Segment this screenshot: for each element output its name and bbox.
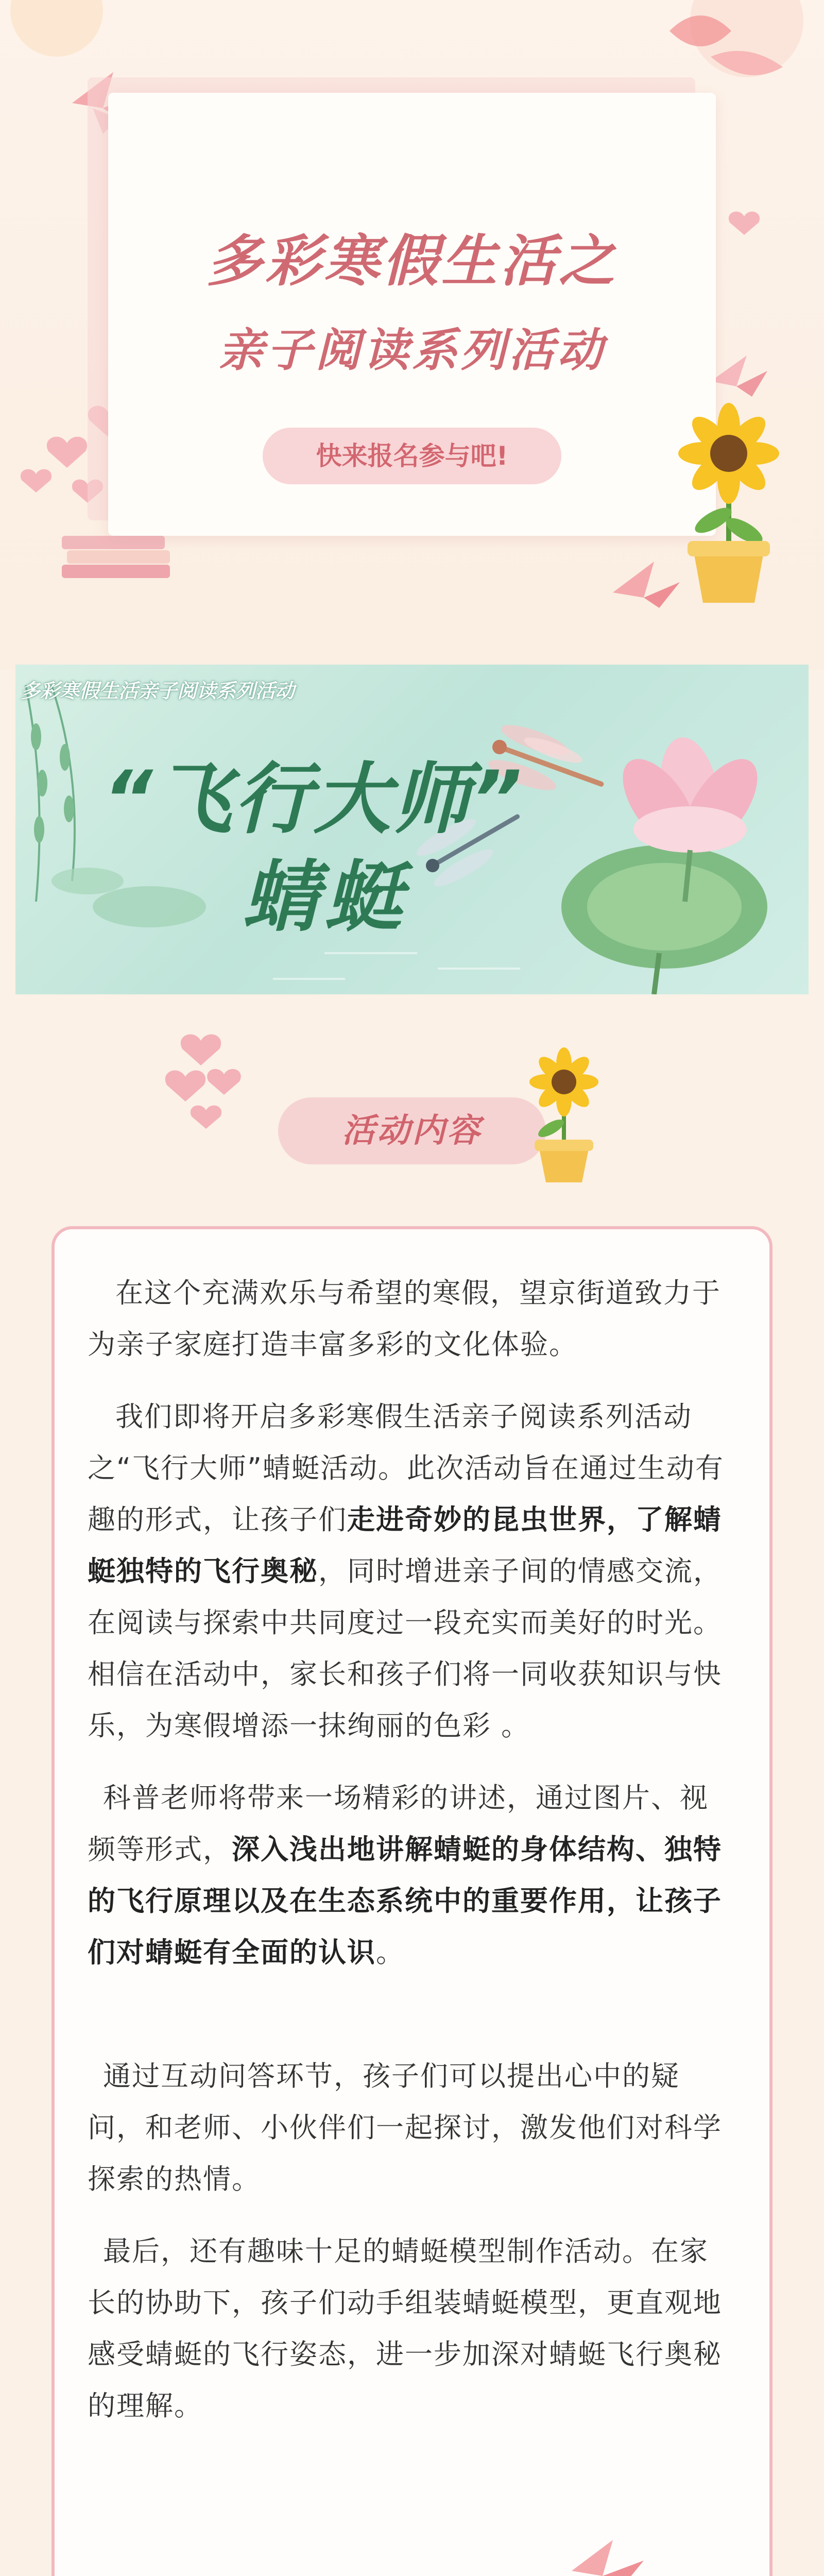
content-paragraph-2 (88, 1391, 736, 1752)
content-paragraph-1: 在这个充满欢乐与希望的寒假，望京街道致力于为亲子家庭打造丰富多彩的文化体验。 (88, 1277, 721, 1361)
banner-title: “飞行大师” (103, 755, 524, 844)
content-paragraph-5: 最后，还有趣味十足的蜻蜓模型制作活动。在家长的协助下，孩子们动手组装蜻蜓模型，更直观地感受蜻蜓的飞行姿态，进一步加深对蜻蜓飞行奥秘的理解。 (88, 2235, 722, 2422)
hearts-cluster-icon (165, 1025, 247, 1139)
banner-caption: 多彩寒假生活亲子阅读系列活动 (21, 680, 295, 702)
hero-title-line1: 多彩寒假生活之 (206, 229, 617, 294)
banner-subtitle: 蜻蜓 (242, 853, 407, 942)
content-paragraph-3-part-a: 科普老师将带来一场精彩的讲述，通过图片、视频等形式， (88, 1782, 709, 1866)
content-paragraph-3 (88, 1772, 736, 1978)
paper-crane-icon-3 (711, 355, 767, 397)
content-paragraph-3-highlight: 深入浅出地讲解蜻蜓的身体结构、独特的飞行原理以及在生态系统中的重要作用，让孩子们对蜻蜓有全面的认识 (88, 1833, 722, 1969)
paper-crane-icon-4 (572, 2540, 654, 2576)
content-section-header: 活动内容 (278, 1097, 546, 1164)
signup-button[interactable]: 快来报名参与吧! (263, 428, 561, 484)
content-paragraph-2-highlight: 走进奇妙的昆虫世界，了解蜻蜓独特的飞行奥秘 (88, 1503, 722, 1587)
sun-blob-decoration (10, 0, 103, 57)
books-icon (62, 536, 170, 578)
willow-decoration (26, 685, 75, 902)
content-paragraph-4: 通过互动问答环节，孩子们可以提出心中的疑问，和老师、小伙伴们一起探讨，激发他们对科学探索的热情。 (88, 2060, 722, 2195)
sunflower-pot-icon-2 (520, 1041, 608, 1185)
content-paragraph-2-part-a: 我们即将开启多彩寒假生活亲子阅读系列活动之“飞行大师”蜻蜓活动。此次活动旨在通过生动有趣的形式，让孩子们 (88, 1400, 724, 1536)
content-paragraph-2-part-c: ，同时增进亲子间的情感交流，在阅读与探索中共同度过一段充实而美好的时光。相信在活动中，家长和孩子们将一同收获知识与快乐，为寒假增添一抹绚丽的色彩 。 (88, 1555, 722, 1742)
hero-title-line2: 亲子阅读系列活动 (218, 324, 606, 377)
sunflower-pot-icon (664, 392, 793, 608)
content-paragraph-3-part-c: 。 (376, 1936, 405, 1969)
